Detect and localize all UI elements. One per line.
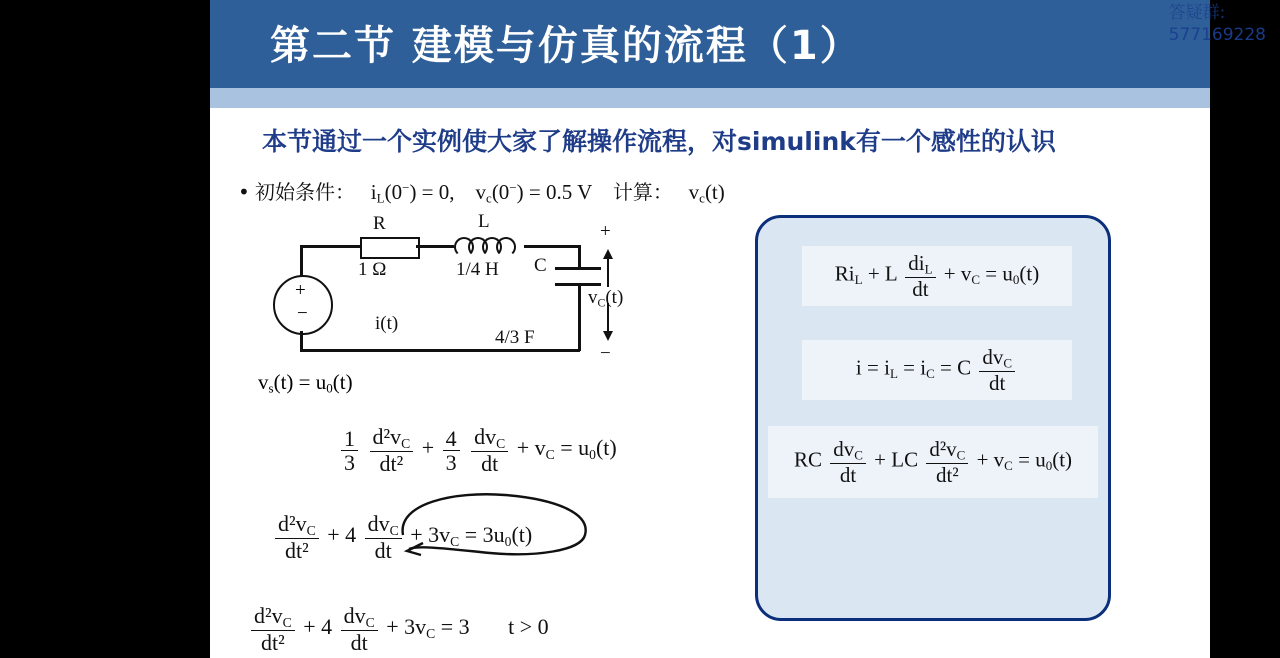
resistor-value-label: 1 Ω xyxy=(358,259,387,280)
circuit-diagram xyxy=(270,211,690,395)
ic-il: $i_L(0^-) = 0$, xyxy=(370,179,455,206)
lead-sentence xyxy=(262,122,1162,158)
wire-top-right xyxy=(524,245,580,248)
page-title: 第二节 建模与仿真的流程（1） xyxy=(270,23,862,69)
watermark xyxy=(1169,2,1266,46)
inductor-symbol xyxy=(454,237,526,253)
step-condition: t > 0 xyxy=(508,614,549,640)
equation-row-kvl: $Ri_L + L$ $\frac{di_L}{dt}$ + $v_C = u_0(t)$ xyxy=(802,246,1072,306)
calc-target: $v_c(t)$ xyxy=(688,180,725,206)
initial-conditions-line xyxy=(238,176,725,207)
wire-left-lower xyxy=(300,331,303,351)
loop-current-label: i(t) xyxy=(375,313,399,334)
wire-left-upper xyxy=(300,245,303,277)
capacitor-value-label: 4/3 F xyxy=(495,327,535,348)
watermark-line2: 577169228 xyxy=(1168,25,1266,45)
capacitor-plate-top xyxy=(555,267,601,270)
wire-right-upper xyxy=(578,245,581,267)
slide-title-band xyxy=(210,0,1210,88)
terminal-plus-label: + xyxy=(600,221,611,242)
source-minus-label: − xyxy=(297,303,308,324)
output-voltage-label: $v_C(t)$ xyxy=(588,287,624,310)
bullet-marker: • xyxy=(238,180,250,204)
slide-sub-band xyxy=(210,88,1210,108)
inductor-value-label: 1/4 H xyxy=(456,259,499,280)
ic-vc: $v_c(0^-) = 0.5$ V xyxy=(475,179,592,206)
equation-row-rc-lc: RC $\frac{dv_C}{dt}$ + LC $\frac{d^2v_C}{\text{dt²}}$ + $v_C = u_0(t)$ xyxy=(768,426,1098,498)
equation-row-current: $i = i_L = i_C = C$ $\frac{dv_C}{dt}$ xyxy=(802,340,1072,400)
wire-top-left xyxy=(300,245,360,248)
equation-ode-fractional: $\frac{1}{3}$ $\frac{d^2v_C}{\text{dt²}}$ + $\frac{4}{3}$ $\frac{dv_C}{dt}$ + $v_C = u_0(t)$ xyxy=(338,425,617,475)
source-plus-label: + xyxy=(295,280,306,301)
equation-ode-step: $\frac{d^2v_C}{\text{dt²}}$ + 4 $\frac{dv_C}{dt}$ + $3v_C = 3$ t > 0 xyxy=(248,604,549,654)
wire-right-lower xyxy=(578,283,581,351)
inductor-name-label: L xyxy=(478,211,490,232)
terminal-minus-label: − xyxy=(600,343,611,364)
resistor-symbol xyxy=(360,237,420,259)
calc-label: 计算： xyxy=(612,180,673,204)
source-equation: $v_s(t) = u_0(t)$ xyxy=(258,370,353,396)
equation-ode-normalized: $\frac{d^2v_C}{\text{dt²}}$ + 4 $\frac{dv_C}{dt}$ + $3v_C = 3u_0(t)$ xyxy=(272,512,532,562)
lead-text: 本节通过一个实例使大家了解操作流程，对simulink有一个感性的认识 xyxy=(262,127,1056,156)
watermark-line1: 答疑群: xyxy=(1168,3,1226,23)
output-arrow-up xyxy=(600,247,616,287)
initial-conditions-label: 初始条件： xyxy=(255,180,356,204)
equation-panel xyxy=(755,215,1111,621)
resistor-name-label: R xyxy=(373,213,386,234)
wire-between-r-l xyxy=(416,245,454,248)
slide-canvas xyxy=(210,0,1210,658)
voltage-source-symbol xyxy=(273,275,333,335)
wire-bottom xyxy=(300,349,580,352)
capacitor-name-label: C xyxy=(534,255,547,276)
